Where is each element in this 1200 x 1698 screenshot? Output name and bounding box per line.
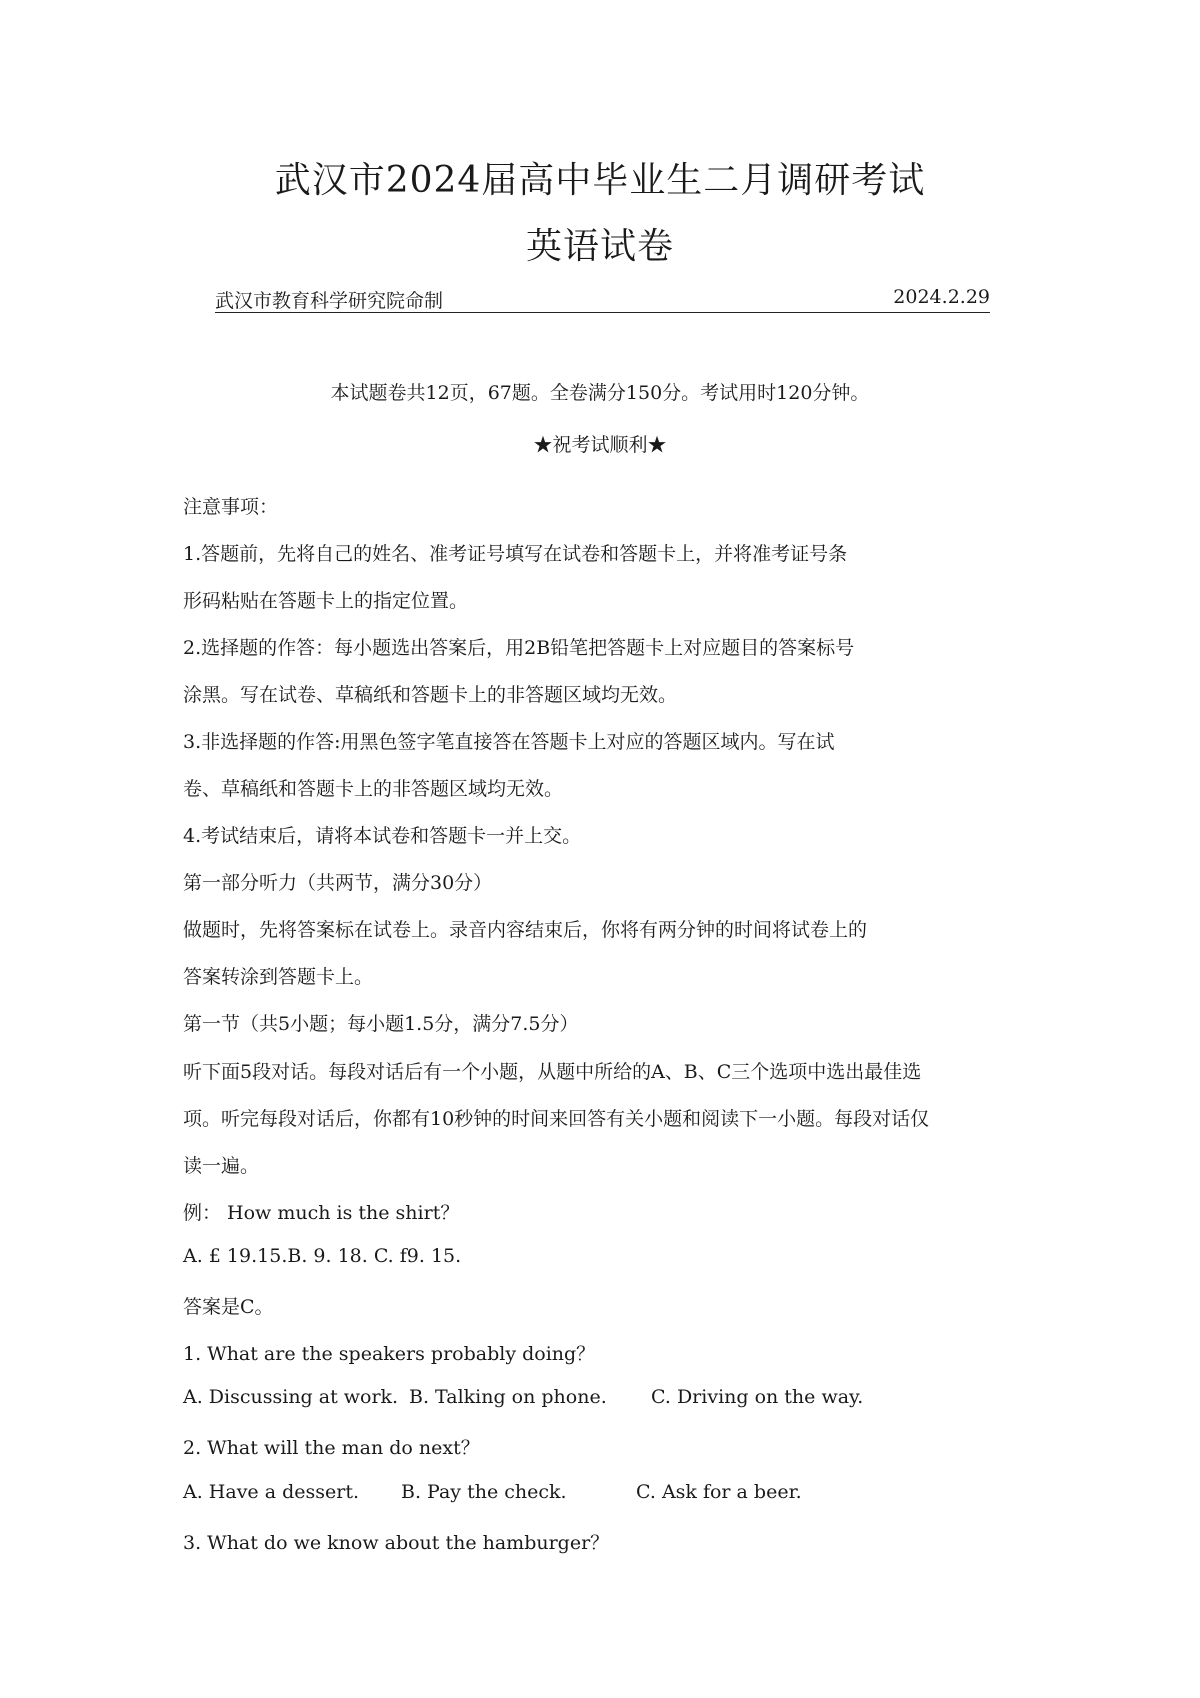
question-1-option-a: A. Discussing at work. [183, 1386, 399, 1408]
notice-item: 2.选择题的作答：每小题选出答案后，用2B铅笔把答题卡上对应题目的答案标号 [183, 637, 855, 659]
example-answer: 答案是C。 [183, 1296, 274, 1318]
blessing: ★祝考试顺利★ [533, 434, 667, 456]
question-2-option-c: C. Ask for a beer. [636, 1481, 802, 1503]
question-1: 1. What are the speakers probably doing？ [183, 1343, 596, 1365]
notice-item: 3.非选择题的作答:用黑色签字笔直接答在答题卡上对应的答题区域内。写在试 [183, 731, 835, 753]
question-3: 3. What do we know about the hamburger？ [183, 1532, 610, 1554]
issuer: 武汉市教育科学研究院命制 [215, 290, 444, 312]
question-2: 2. What will the man do next？ [183, 1437, 480, 1459]
section1-heading: 第一节（共5小题；每小题1.5分，满分7.5分） [183, 1013, 579, 1035]
notice-heading: 注意事项： [183, 496, 279, 518]
question-1-option-c: C. Driving on the way. [651, 1386, 864, 1408]
exam-title: 武汉市2024届高中毕业生二月调研考试 [274, 160, 926, 201]
notice-item: 涂黑。写在试卷、草稿纸和答题卡上的非答题区域均无效。 [183, 684, 678, 706]
notice-item: 1.答题前，先将自己的姓名、准考证号填写在试卷和答题卡上，并将准考证号条 [183, 543, 848, 565]
exam-summary: 本试题卷共12页，67题。全卷满分150分。考试用时120分钟。 [330, 382, 870, 404]
notice-item: 形码粘贴在答题卡上的指定位置。 [183, 590, 469, 612]
exam-date: 2024.2.29 [893, 286, 990, 308]
notice-item: 4.考试结束后，请将本试卷和答题卡一并上交。 [183, 825, 582, 847]
part1-instruction: 做题时，先将答案标在试卷上。录音内容结束后，你将有两分钟的时间将试卷上的 [183, 919, 868, 941]
section1-instruction: 项。听完每段对话后，你都有10秒钟的时间来回答有关小题和阅读下一小题。每段对话仅 [183, 1108, 930, 1130]
example-question: 例： How much is the shirt？ [183, 1202, 460, 1224]
question-2-option-a: A. Have a dessert. [183, 1481, 359, 1503]
section1-instruction: 读一遍。 [183, 1155, 260, 1177]
issuer-row [215, 286, 990, 313]
part1-heading: 第一部分听力（共两节，满分30分） [183, 872, 493, 894]
question-2-option-b: B. Pay the check. [401, 1481, 567, 1503]
question-1-option-b: B. Talking on phone. [409, 1386, 607, 1408]
example-options: A. £ 19.15.B. 9. 18. C. f9. 15. [183, 1245, 462, 1267]
part1-instruction: 答案转涂到答题卡上。 [183, 966, 374, 988]
exam-subject-title: 英语试卷 [525, 226, 674, 267]
notice-item: 卷、草稿纸和答题卡上的非答题区域均无效。 [183, 778, 564, 800]
section1-instruction: 听下面5段对话。每段对话后有一个小题，从题中所给的A、B、C三个选项中选出最佳选 [183, 1061, 922, 1083]
